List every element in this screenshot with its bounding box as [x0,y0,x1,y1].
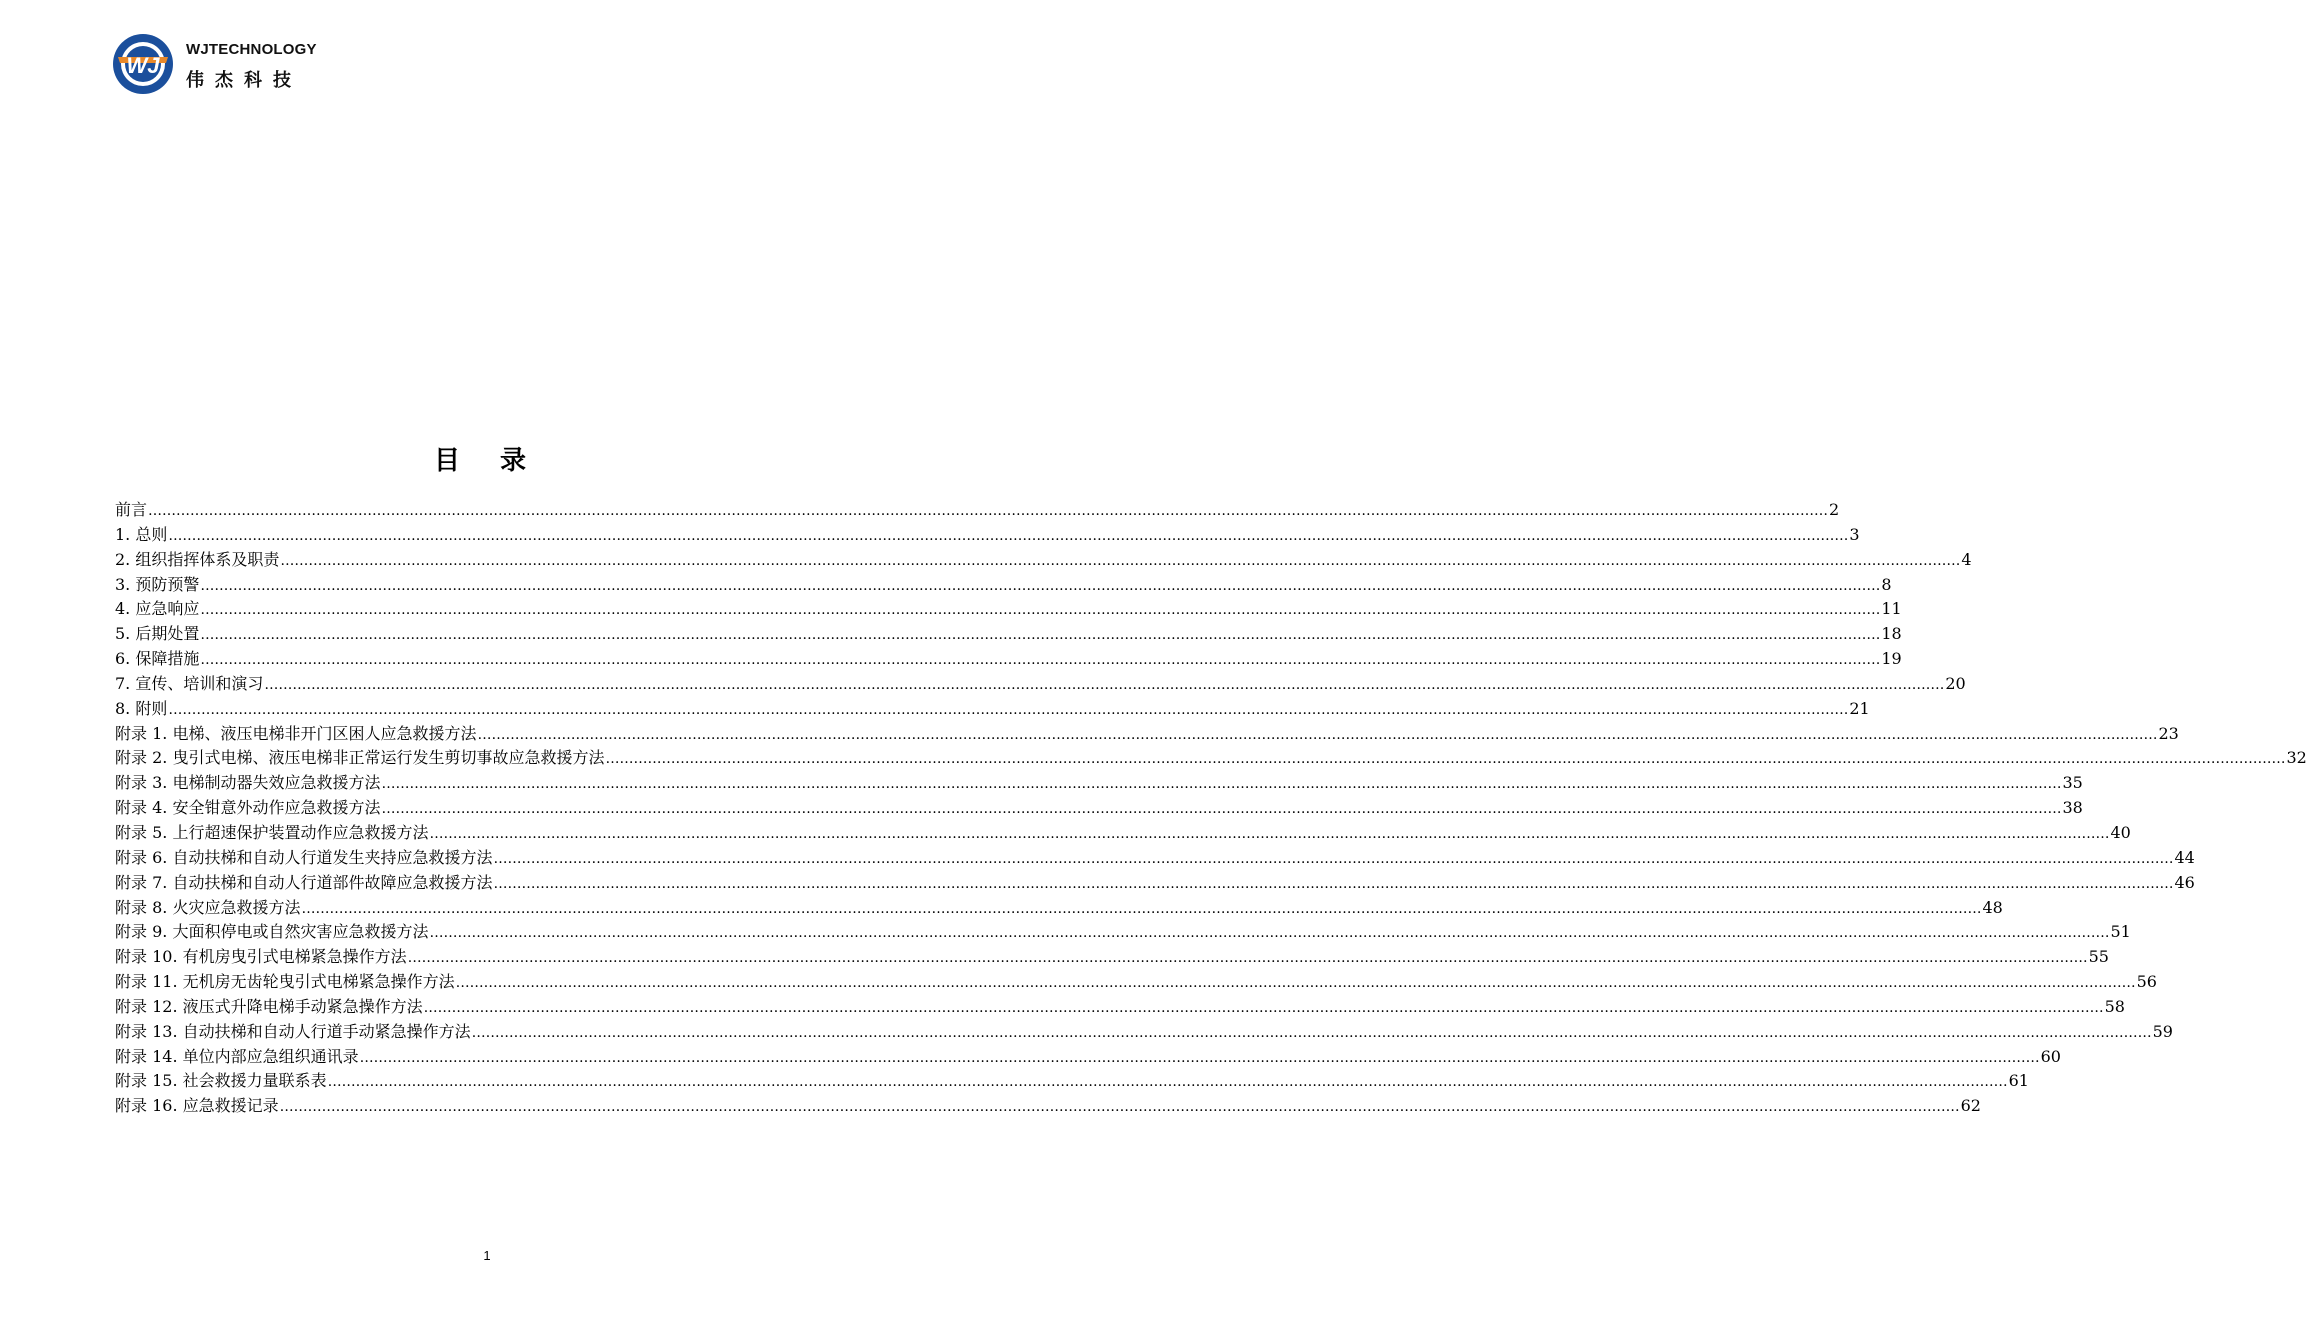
toc-dot-leader: ……………………………………………………………………………………………………………………………………………………………………………………………………………………………………………………………………………………………………………………………… [148,503,1829,519]
toc-entry-label: 4. 应急响应 [115,599,200,619]
toc-entry-label: 附录 3. 电梯制动器失效应急救援方法 [115,773,381,793]
toc-entry-label: 附录 2. 曳引式电梯、液压电梯非正常运行发生剪切事故应急救援方法 [115,748,605,768]
toc-entry-label: 附录 1. 电梯、液压电梯非开门区困人应急救援方法 [115,723,477,743]
toc-entry[interactable] [115,498,1840,523]
toc-dot-leader: ……………………………………………………………………………………………………………………………………………………………………………………………………………………………………………………………………………………………………………………………… [279,1099,1960,1116]
toc-dot-leader: ……………………………………………………………………………………………………………………………………………………………………………………………………………………………………………………………………………………………………………………………… [429,825,2110,842]
toc-entry[interactable] [115,846,2195,871]
toc-entry-label: 附录 14. 单位内部应急组织通讯录 [115,1046,359,1066]
toc-entry[interactable] [115,871,2195,896]
toc-dot-leader: ……………………………………………………………………………………………………………………………………………………………………………………………………………………………………………………………………………………………………………………………… [264,676,1945,693]
toc-dot-leader: ……………………………………………………………………………………………………………………………………………………………………………………………………………………………………………………………………………………………………………………………… [407,950,2088,967]
toc-dot-leader: ……………………………………………………………………………………………………………………………………………………………………………………………………………………………………………………………………………………………………………………………… [200,602,1881,619]
company-logo [112,33,332,95]
toc-entry[interactable] [115,896,2003,921]
toc-dot-leader: ……………………………………………………………………………………………………………………………………………………………………………………………………………………………………………………………………………………………………………………………… [280,552,1961,569]
toc-title: 目录 [433,446,566,476]
toc-entry-page: 48 [1982,897,2003,917]
toc-entry-label: 附录 5. 上行超速保护装置动作应急救援方法 [115,822,429,842]
toc-entry[interactable] [115,622,1902,647]
logo-letters: WJ [126,53,160,78]
toc-entry[interactable] [115,722,2179,747]
toc-entry-page: 55 [2088,947,2109,967]
toc-entry[interactable] [115,796,2083,821]
toc-entry-page: 58 [2104,996,2125,1016]
toc-dot-leader: ……………………………………………………………………………………………………………………………………………………………………………………………………………………………………………………………………………………………………………………………… [381,776,2062,793]
toc-entry-page: 8 [1881,574,1892,594]
toc-dot-leader: ……………………………………………………………………………………………………………………………………………………………………………………………………………………………………………………………………………………………………………………………… [493,875,2174,892]
toc-entry-label: 附录 7. 自动扶梯和自动人行道部件故障应急救援方法 [115,872,493,892]
toc-entry-label: 附录 8. 火灾应急救援方法 [115,897,301,917]
toc-dot-leader: ……………………………………………………………………………………………………………………………………………………………………………………………………………………………………………………………………………………………………………………………… [327,1074,2008,1091]
toc-entry-page: 19 [1881,649,1902,669]
toc-entry-label: 附录 15. 社会救援力量联系表 [115,1071,327,1091]
toc-entry[interactable] [115,1094,1981,1119]
toc-dot-leader: ……………………………………………………………………………………………………………………………………………………………………………………………………………………………………………………………………………………………………………………………… [605,751,2286,768]
toc-dot-leader: ……………………………………………………………………………………………………………………………………………………………………………………………………………………………………………………………………………………………………………………………… [471,1024,2152,1041]
toc-entry-page: 51 [2110,922,2131,942]
toc-entry-label: 3. 预防预警 [115,574,200,594]
toc-entry[interactable] [115,523,1860,548]
toc-entry[interactable] [115,970,2157,995]
toc-entry-page: 61 [2008,1071,2029,1091]
toc-dot-leader: ……………………………………………………………………………………………………………………………………………………………………………………………………………………………………………………………………………………………………………………………… [423,999,2104,1016]
toc-entry-page: 18 [1881,624,1902,644]
toc-dot-leader: ……………………………………………………………………………………………………………………………………………………………………………………………………………………………………………………………………………………………………………………………… [168,701,1849,718]
toc-dot-leader: ……………………………………………………………………………………………………………………………………………………………………………………………………………………………………………………………………………………………………………………………… [477,726,2158,743]
toc-entry[interactable] [115,920,2131,945]
toc-entry-label: 附录 11. 无机房无齿轮曳引式电梯紧急操作方法 [115,972,455,992]
toc-entry-page: 23 [2158,723,2179,743]
brand-name-chinese: 伟杰科技 [186,70,302,91]
toc-entry-label: 7. 宣传、培训和演习 [115,673,264,693]
toc-entry-page: 32 [2286,748,2307,768]
toc-entry-page: 3 [1849,524,1860,544]
toc-entry-label: 6. 保障措施 [115,649,200,669]
toc-entry-page: 35 [2062,773,2083,793]
toc-entry[interactable] [115,746,2307,771]
toc-entry-label: 附录 4. 安全钳意外动作应急救援方法 [115,798,381,818]
toc-entry[interactable] [115,821,2131,846]
toc-entry[interactable] [115,1020,2173,1045]
toc-entry-page: 44 [2174,847,2195,867]
wj-logo-icon [112,33,174,95]
toc-entry-page: 21 [1849,698,1870,718]
toc-entry-label: 附录 16. 应急救援记录 [115,1096,279,1116]
toc-entry-page: 59 [2152,1021,2173,1041]
toc-entry-page: 4 [1961,549,1972,569]
toc-dot-leader: ……………………………………………………………………………………………………………………………………………………………………………………………………………………………………………………………………………………………………………………………… [381,801,2062,818]
toc-entry-label: 8. 附则 [115,698,168,718]
toc-dot-leader: ……………………………………………………………………………………………………………………………………………………………………………………………………………………………………………………………………………………………………………………………… [301,900,1982,917]
toc-entry[interactable] [115,573,1892,598]
toc-entry[interactable] [115,1069,2029,1094]
table-of-contents [115,498,2307,1119]
toc-entry[interactable] [115,672,1966,697]
toc-entry-page: 2 [1829,500,1840,519]
toc-entry-label: 附录 12. 液压式升降电梯手动紧急操作方法 [115,996,423,1016]
toc-entry-label: 附录 13. 自动扶梯和自动人行道手动紧急操作方法 [115,1021,471,1041]
toc-entry-label: 附录 10. 有机房曳引式电梯紧急操作方法 [115,947,407,967]
toc-entry-label: 附录 6. 自动扶梯和自动人行道发生夹持应急救援方法 [115,847,493,867]
toc-entry[interactable] [115,995,2125,1020]
toc-entry[interactable] [115,697,1870,722]
toc-entry-label: 前言 [115,500,148,519]
toc-dot-leader: ……………………………………………………………………………………………………………………………………………………………………………………………………………………………………………………………………………………………………………………………… [359,1049,2040,1066]
toc-dot-leader: ……………………………………………………………………………………………………………………………………………………………………………………………………………………………………………………………………………………………………………………………… [429,925,2110,942]
toc-entry-page: 62 [1960,1096,1981,1116]
toc-entry-page: 40 [2110,822,2131,842]
toc-dot-leader: ……………………………………………………………………………………………………………………………………………………………………………………………………………………………………………………………………………………………………………………………… [200,577,1881,594]
toc-entry-page: 56 [2136,972,2157,992]
toc-entry[interactable] [115,771,2083,796]
toc-entry-label: 附录 9. 大面积停电或自然灾害应急救援方法 [115,922,429,942]
toc-dot-leader: ……………………………………………………………………………………………………………………………………………………………………………………………………………………………………………………………………………………………………………………………… [200,627,1881,644]
toc-entry[interactable] [115,548,1972,573]
toc-entry-label: 5. 后期处置 [115,624,200,644]
toc-entry[interactable] [115,945,2109,970]
toc-entry[interactable] [115,647,1902,672]
toc-dot-leader: ……………………………………………………………………………………………………………………………………………………………………………………………………………………………………………………………………………………………………………………………… [493,850,2174,867]
toc-entry-label: 1. 总则 [115,524,168,544]
toc-entry[interactable] [115,597,1902,622]
toc-dot-leader: ……………………………………………………………………………………………………………………………………………………………………………………………………………………………………………………………………………………………………………………………… [168,527,1849,544]
toc-dot-leader: ……………………………………………………………………………………………………………………………………………………………………………………………………………………………………………………………………………………………………………………………… [200,652,1881,669]
page-number: 1 [483,1248,491,1263]
toc-entry-page: 11 [1881,599,1902,619]
toc-entry-label: 2. 组织指挥体系及职责 [115,549,280,569]
toc-entry-page: 20 [1945,673,1966,693]
brand-name-english: WJTECHNOLOGY [186,41,317,58]
toc-entry[interactable] [115,1045,2061,1070]
toc-entry-page: 38 [2062,798,2083,818]
toc-entry-page: 60 [2040,1046,2061,1066]
toc-entry-page: 46 [2174,872,2195,892]
toc-dot-leader: ……………………………………………………………………………………………………………………………………………………………………………………………………………………………………………………………………………………………………………………………… [455,975,2136,992]
